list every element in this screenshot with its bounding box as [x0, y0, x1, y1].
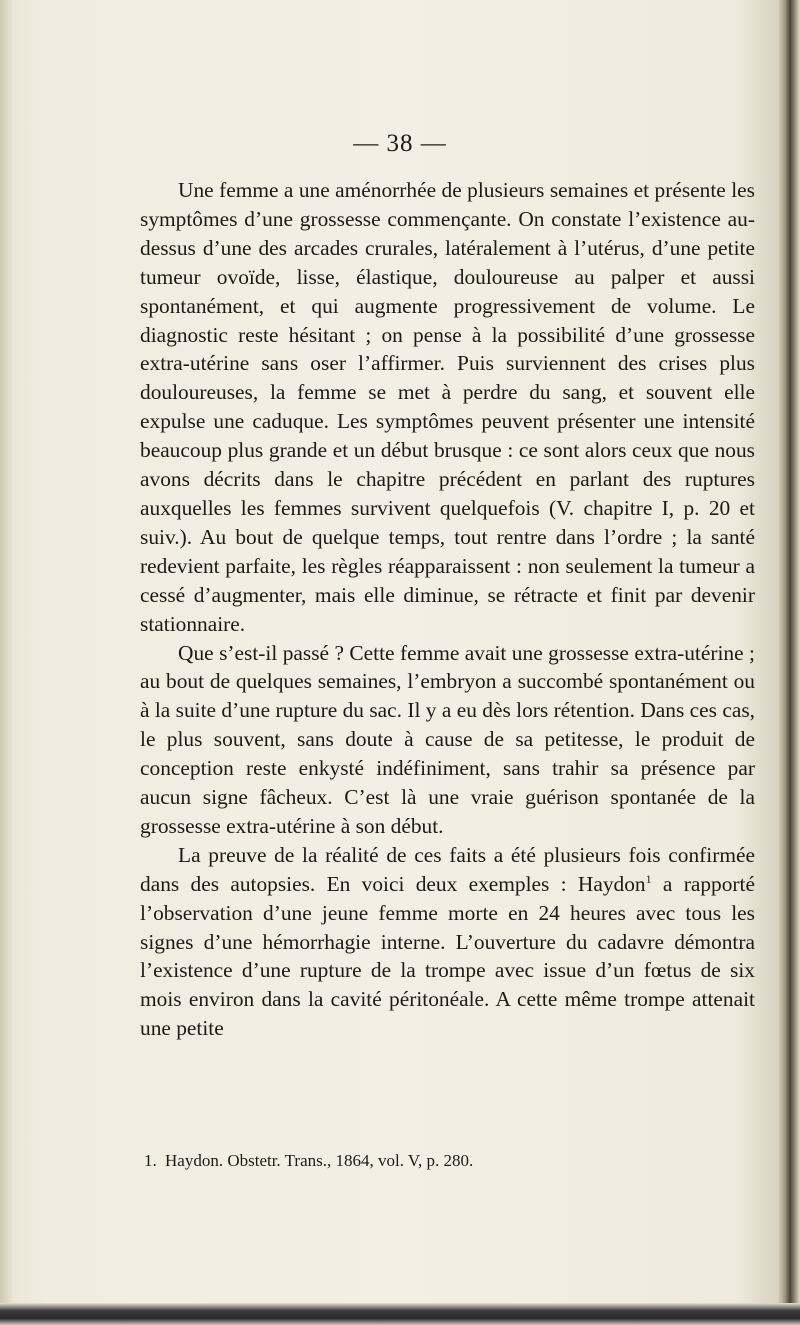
paragraph-3	[140, 841, 755, 1043]
page-number: — 38 —	[353, 130, 447, 157]
page-left-edge	[0, 0, 12, 1325]
paragraph-3-end: a rapporté l’observation d’une jeune femme morte en 24 heures avec tous les signes d’une hémorrhagie interne. L’ouverture du cadavre démontra l’existence d’une rupture de la trompe avec issue d’un fœtus de six mois environ dans la cavité péritonéale. A cette même trompe attenait une petite	[140, 871, 755, 1041]
scan-bottom-edge	[0, 1303, 800, 1325]
paragraph-1: Une femme a une aménorrhée de plusieurs semaines et présente les symptômes d’une grossesse commençante. On constate l’existence au-dessus d’une des arcades crurales, latéralement à l’utérus, d’une petite tumeur ovoïde, lisse, élastique, douloureuse au palper et aussi spontanément, et qui augmente progressivement de volume. Le diagnostic reste hésitant ; on pense à la possibilité d’une grossesse extra-utérine sans oser l’affirmer. Puis surviennent des crises plus douloureuses, la femme se met à perdre du sang, et souvent elle expulse une caduque. Les symptômes peuvent présenter une intensité beaucoup plus grande et un début brusque : ce sont alors ceux que nous avons décrits dans le chapitre précédent en parlant des ruptures auxquelles les femmes survivent quelquefois (V. chapitre I, p. 20 et suiv.). Au bout de quelque temps, tout rentre dans l’ordre ; la santé redevient parfaite, les règles réapparaissent : non seulement la tumeur a cessé d’augmenter, mais elle diminue, se rétracte et finit par devenir stationnaire.	[140, 178, 755, 636]
paragraph-3-start: La preuve de la réalité de ces faits a été plusieurs fois confirmée dans des autopsies. En voici deux exemples : Haydon	[140, 842, 755, 896]
footnote-reference: 1	[645, 871, 652, 886]
footnote-number: 1.	[144, 1151, 157, 1170]
book-spine-shadow	[778, 0, 800, 1325]
footnote-text: Haydon. Obstetr. Trans., 1864, vol. V, p. 280.	[165, 1151, 474, 1170]
paragraph-2: Que s’est-il passé ? Cette femme avait une grossesse extra-utérine ; au bout de quelques semaines, l’embryon a succombé spontanément ou à la suite d’une rupture du sac. Il y a eu dès lors rétention. Dans ces cas, le plus souvent, sans doute à cause de sa petitesse, le produit de conception reste enkysté indéfiniment, sans trahir sa présence par aucun signe fâcheux. C’est là une vraie guérison spontanée de la grossesse extra-utérine à son début.	[140, 640, 755, 838]
footnote	[144, 1150, 754, 1172]
body-text	[140, 176, 755, 1043]
